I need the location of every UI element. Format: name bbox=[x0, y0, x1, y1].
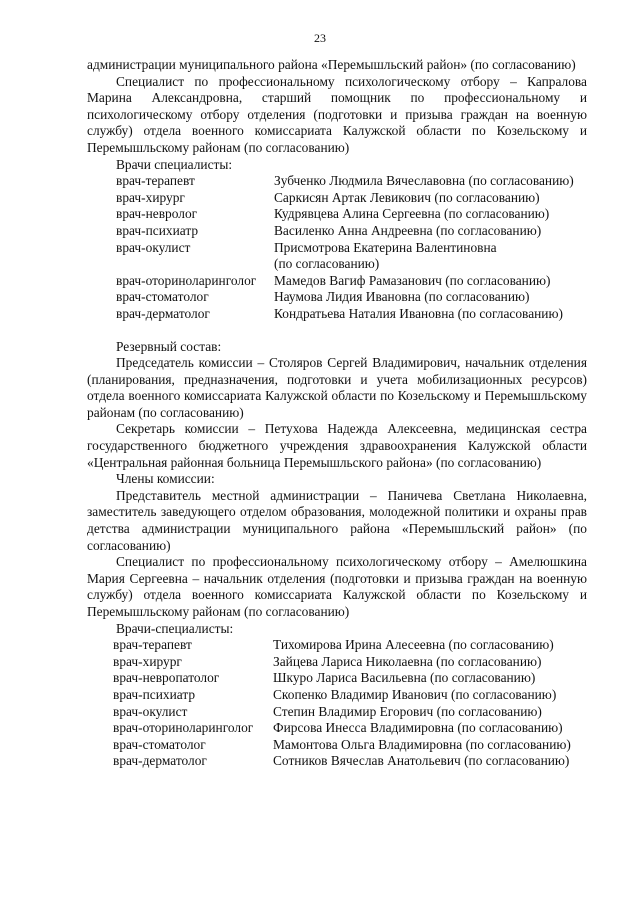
doctors-list-reserve bbox=[87, 637, 587, 770]
doctor-role: врач-психиатр bbox=[113, 686, 196, 702]
doctor-name: Зубченко Людмила Вячеславовна (по согласованию) bbox=[274, 173, 574, 189]
doctor-name: Тихомирова Ирина Алесеевна (по согласованию) bbox=[273, 637, 554, 653]
doctor-role: врач-оториноларинголог bbox=[116, 272, 257, 288]
doctor-role: врач-окулист bbox=[113, 703, 188, 719]
doctor-row bbox=[116, 206, 587, 223]
doctor-row bbox=[113, 720, 587, 737]
doctor-row bbox=[113, 687, 587, 704]
doctor-name bbox=[274, 240, 587, 273]
paragraph-psych-specialist-reserve: Специалист по профессиональному психологическому отбору – Амелюшкина Мария Сергеевна – начальник отделения (подготовки и призыва граждан на военную службу) отдела военного комиссариата Калужской области по Козельскому и Перемышльскому районам (по согласованию) bbox=[87, 554, 587, 619]
paragraph-chairman: Председатель комиссии – Столяров Сергей Владимирович, начальник отделения (планирования, предназначения, подготовки и учета мобилизационных ресурсов) отдела военного комиссариата Калужской области по Козельскому и Перемышльскому районам (по согласованию) bbox=[87, 355, 587, 420]
doctor-role: врач-хирург bbox=[113, 653, 182, 669]
doctor-name: Кудрявцева Алина Сергеевна (по согласованию) bbox=[274, 206, 550, 222]
doctor-name: Наумова Лидия Ивановна (по согласованию) bbox=[274, 289, 530, 305]
doctor-row bbox=[113, 753, 587, 770]
doctor-name-line: Присмотрова Екатерина Валентиновна bbox=[274, 239, 497, 255]
doctor-row bbox=[116, 190, 587, 207]
doctor-row bbox=[113, 704, 587, 721]
doctor-name: Скопенко Владимир Иванович (по согласованию) bbox=[273, 686, 557, 702]
doctor-role: врач-стоматолог bbox=[113, 736, 206, 752]
doctors-heading: Врачи специалисты: bbox=[116, 156, 233, 172]
doctor-role: врач-окулист bbox=[116, 239, 191, 255]
doctors-list-main bbox=[87, 173, 587, 322]
doctor-name-line: (по согласованию) bbox=[274, 256, 380, 272]
doctor-role: врач-хирург bbox=[116, 189, 185, 205]
doctor-name: Сотников Вячеслав Анатольевич (по согласованию) bbox=[273, 753, 570, 769]
doctor-name: Василенко Анна Андреевна (по согласованию) bbox=[274, 222, 542, 238]
paragraph-administration: администрации муниципального района «Перемышльский район» (по согласованию) bbox=[87, 57, 576, 72]
doctor-name: Шкуро Лариса Васильевна (по согласованию) bbox=[273, 670, 536, 686]
paragraph-secretary: Секретарь комиссии – Петухова Надежда Алексеевна, медицинская сестра государственного бюджетного учреждения здравоохранения Калужской области «Центральная районная больница Перемышльского района» (по согласованию) bbox=[87, 421, 587, 470]
doctor-name: Кондратьева Наталия Ивановна (по согласованию) bbox=[274, 305, 563, 321]
page-number: 23 bbox=[314, 31, 326, 45]
doctor-role: врач-терапевт bbox=[116, 173, 195, 189]
doctor-row bbox=[116, 223, 587, 240]
blank-line bbox=[87, 323, 587, 339]
doctor-role: врач-стоматолог bbox=[116, 289, 209, 305]
doctor-row bbox=[116, 306, 587, 323]
doctor-role: врач-невролог bbox=[116, 206, 198, 222]
document-body bbox=[87, 57, 587, 770]
paragraph-psych-specialist: Специалист по профессиональному психологическому отбору – Капралова Марина Александровна, старший помощник по профессиональному и психологическому отбору отделения (подготовки и призыва граждан на военную службу) отдела военного комиссариата Калужской области по Козельскому и Перемышльскому районам (по согласованию) bbox=[87, 73, 587, 155]
doctor-row bbox=[116, 273, 587, 290]
doctor-row bbox=[113, 670, 587, 687]
doctor-role: врач-дерматолог bbox=[113, 753, 207, 769]
doctor-row bbox=[116, 289, 587, 306]
doctor-role: врач-невропатолог bbox=[113, 670, 220, 686]
doctor-row bbox=[116, 240, 587, 273]
doctor-name: Зайцева Лариса Николаевна (по согласованию) bbox=[273, 653, 542, 669]
doctor-row bbox=[113, 654, 587, 671]
doctor-name: Фирсова Инесса Владимировна (по согласованию) bbox=[273, 720, 563, 736]
doctor-role: врач-терапевт bbox=[113, 637, 192, 653]
doctor-row bbox=[113, 637, 587, 654]
doctor-name: Мамонтова Ольга Владимировна (по согласованию) bbox=[273, 736, 571, 752]
paragraph-local-admin: Представитель местной администрации – Паничева Светлана Николаевна, заместитель заведующего отделом образования, молодежной политики и охраны прав детства администрации муниципального района «Перемышльский район» (по согласованию) bbox=[87, 487, 587, 553]
doctor-role: врач-оториноларинголог bbox=[113, 720, 254, 736]
doctor-name: Степин Владимир Егорович (по согласованию) bbox=[273, 703, 542, 719]
members-heading: Члены комиссии: bbox=[116, 471, 215, 487]
doctor-role: врач-психиатр bbox=[116, 222, 199, 238]
doctor-row bbox=[116, 173, 587, 190]
doctor-name: Мамедов Вагиф Рамазанович (по согласованию) bbox=[274, 272, 551, 288]
doctor-row bbox=[113, 737, 587, 754]
doctors-heading-reserve: Врачи-специалисты: bbox=[116, 620, 234, 636]
doctor-role: врач-дерматолог bbox=[116, 305, 210, 321]
reserve-heading: Резервный состав: bbox=[116, 338, 222, 354]
doctor-name: Саркисян Артак Левикович (по согласованию) bbox=[274, 189, 540, 205]
